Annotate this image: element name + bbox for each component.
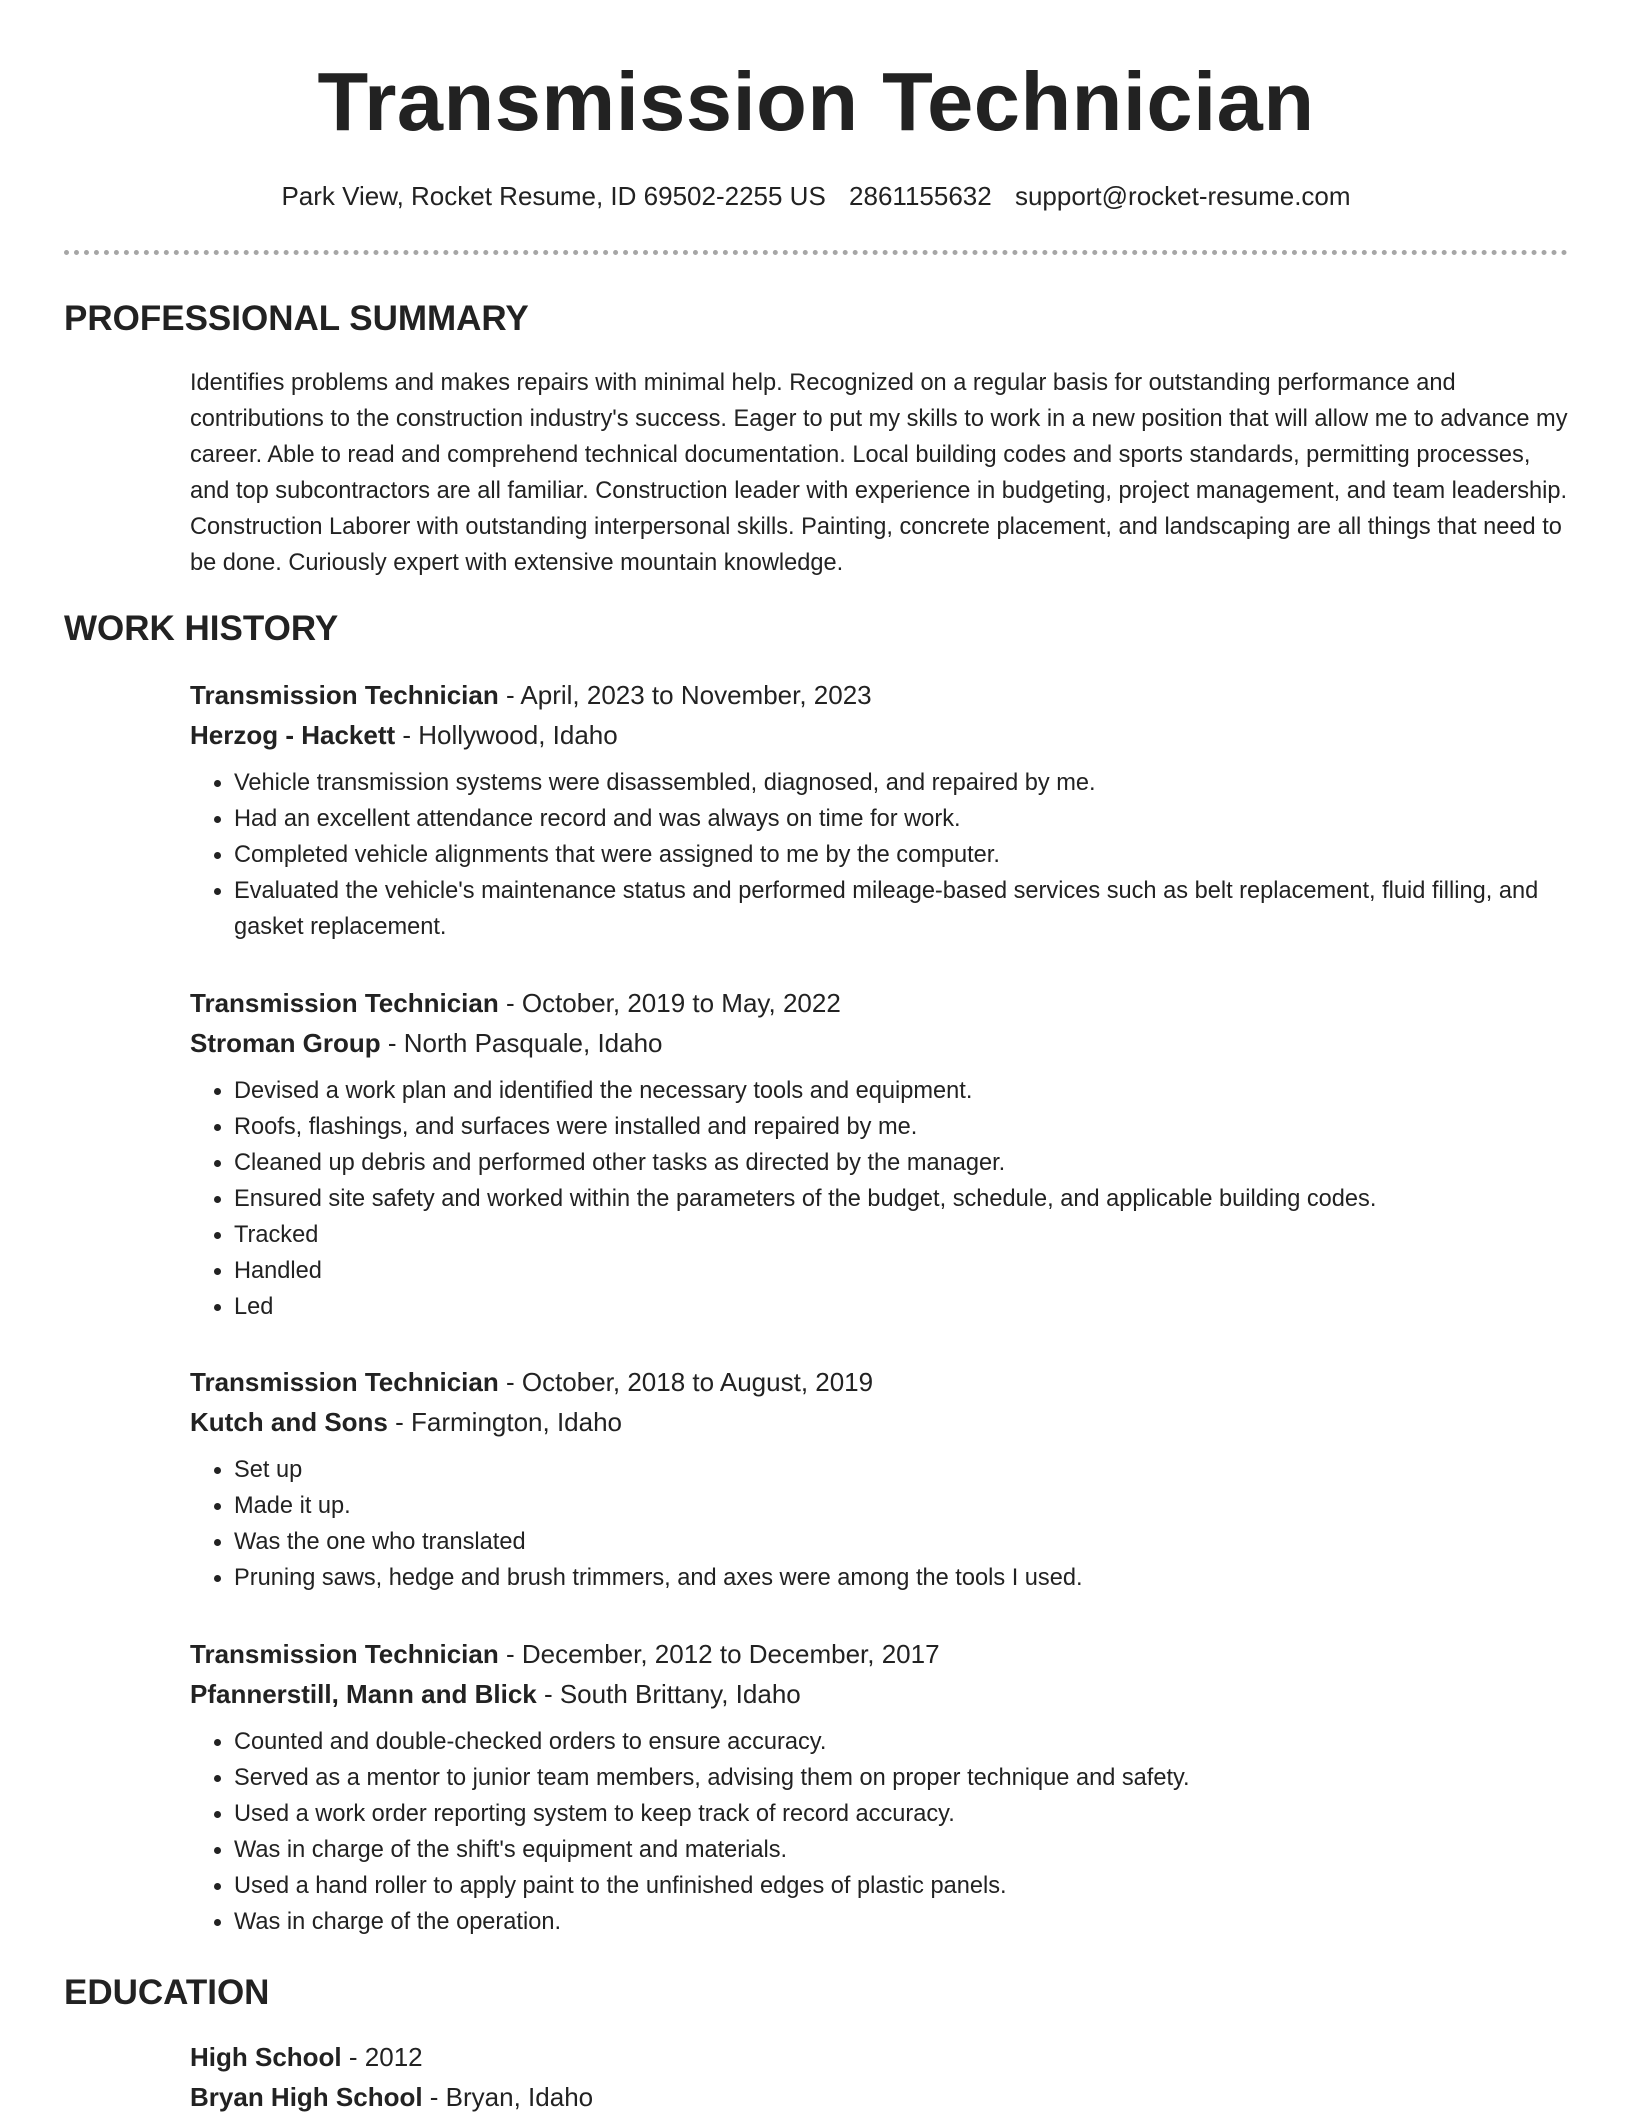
job-title: Transmission Technician xyxy=(190,1639,499,1669)
job-duty: • Cleaned up debris and performed other tasks as directed by the manager. xyxy=(234,1145,1575,1181)
job-duty: • Ensured site safety and worked within the parameters of the budget, schedule, and applicable building codes. xyxy=(234,1181,1575,1217)
job-title: Transmission Technician xyxy=(190,1367,499,1397)
education-year: - 2012 xyxy=(341,2042,423,2072)
education-school: Bryan High School xyxy=(190,2082,423,2112)
education-degree-line xyxy=(190,2037,1575,2077)
education-entry xyxy=(190,2037,1575,2117)
job-dates: - April, 2023 to November, 2023 xyxy=(498,680,872,710)
job-company: Pfannerstill, Mann and Blick xyxy=(190,1679,537,1709)
education-degree: High School xyxy=(190,2042,342,2072)
job-entry xyxy=(190,1362,1575,1596)
job-title-line xyxy=(190,675,1575,715)
job-duty: • Set up xyxy=(234,1452,1575,1488)
job-duties xyxy=(190,765,1575,945)
job-duties xyxy=(190,1452,1575,1596)
job-title: Transmission Technician xyxy=(190,988,499,1018)
contact-line xyxy=(0,180,1632,214)
job-duty: • Counted and double-checked orders to ensure accuracy. xyxy=(234,1724,1575,1760)
job-duty: • Used a hand roller to apply paint to the unfinished edges of plastic panels. xyxy=(234,1868,1575,1904)
work-history-heading: WORK HISTORY xyxy=(64,609,339,648)
job-company-line xyxy=(190,1674,1575,1714)
job-duty: • Evaluated the vehicle's maintenance status and performed mileage-based services such as belt replacement, fluid filling, and gasket replacement. xyxy=(234,873,1575,945)
job-location: - Hollywood, Idaho xyxy=(395,720,618,750)
job-duty: • Was the one who translated xyxy=(234,1524,1575,1560)
job-duty: • Was in charge of the shift's equipment and materials. xyxy=(234,1832,1575,1868)
job-location: - Farmington, Idaho xyxy=(387,1407,623,1437)
education-heading: EDUCATION xyxy=(64,1973,270,2012)
contact-email: support@rocket-resume.com xyxy=(1014,181,1351,211)
job-duty: • Led xyxy=(234,1289,1575,1325)
job-duty: • Had an excellent attendance record and was always on time for work. xyxy=(234,801,1575,837)
contact-address: Park View, Rocket Resume, ID 69502-2255 US xyxy=(281,181,826,211)
job-duty: • Served as a mentor to junior team members, advising them on proper technique and safety. xyxy=(234,1760,1575,1796)
header-divider xyxy=(64,250,1568,255)
job-duty: • Used a work order reporting system to keep track of record accuracy. xyxy=(234,1796,1575,1832)
job-duty: • Completed vehicle alignments that were assigned to me by the computer. xyxy=(234,837,1575,873)
job-duties xyxy=(190,1724,1575,1940)
job-duty: • Handled xyxy=(234,1253,1575,1289)
job-duty: • Devised a work plan and identified the necessary tools and equipment. xyxy=(234,1073,1575,1109)
job-dates: - December, 2012 to December, 2017 xyxy=(498,1639,940,1669)
job-title: Transmission Technician xyxy=(190,680,499,710)
job-company: Herzog - Hackett xyxy=(190,720,396,750)
education-location: - Bryan, Idaho xyxy=(422,2082,594,2112)
job-duty: • Made it up. xyxy=(234,1488,1575,1524)
job-duty: • Vehicle transmission systems were disassembled, diagnosed, and repaired by me. xyxy=(234,765,1575,801)
job-title-line xyxy=(190,983,1575,1023)
job-company-line xyxy=(190,715,1575,755)
job-entry xyxy=(190,1634,1575,1940)
job-duty: • Was in charge of the operation. xyxy=(234,1904,1575,1940)
job-company: Kutch and Sons xyxy=(190,1407,388,1437)
job-company: Stroman Group xyxy=(190,1028,381,1058)
job-entry xyxy=(190,675,1575,945)
resume-name: Transmission Technician xyxy=(317,55,1315,148)
job-title-line xyxy=(190,1634,1575,1674)
job-location: - North Pasquale, Idaho xyxy=(380,1028,663,1058)
summary-heading: PROFESSIONAL SUMMARY xyxy=(64,299,529,338)
job-title-line xyxy=(190,1362,1575,1402)
job-company-line xyxy=(190,1023,1575,1063)
contact-phone: 2861155632 xyxy=(849,181,992,211)
job-entry xyxy=(190,983,1575,1325)
job-duties xyxy=(190,1073,1575,1325)
summary-text: Identifies problems and makes repairs with minimal help. Recognized on a regular basis for outstanding performance and contributions to the construction industry's success. Eager to put my skills to work in a new position that will allow me to advance my career. Able to read and comprehend technical documentation. Local building codes and sports standards, permitting processes, and top subcontractors are all familiar. Construction leader with experience in budgeting, project management, and team leadership. Construction Laborer with outstanding interpersonal skills. Painting, concrete placement, and landscaping are all things that need to be done. Curiously expert with extensive mountain knowledge. xyxy=(190,370,1568,576)
job-duty: • Tracked xyxy=(234,1217,1575,1253)
job-duty: • Roofs, flashings, and surfaces were installed and repaired by me. xyxy=(234,1109,1575,1145)
job-dates: - October, 2018 to August, 2019 xyxy=(498,1367,874,1397)
education-school-line xyxy=(190,2077,1575,2117)
job-dates: - October, 2019 to May, 2022 xyxy=(498,988,841,1018)
job-company-line xyxy=(190,1402,1575,1442)
job-location: - South Brittany, Idaho xyxy=(536,1679,801,1709)
job-duty: • Pruning saws, hedge and brush trimmers, and axes were among the tools I used. xyxy=(234,1560,1575,1596)
